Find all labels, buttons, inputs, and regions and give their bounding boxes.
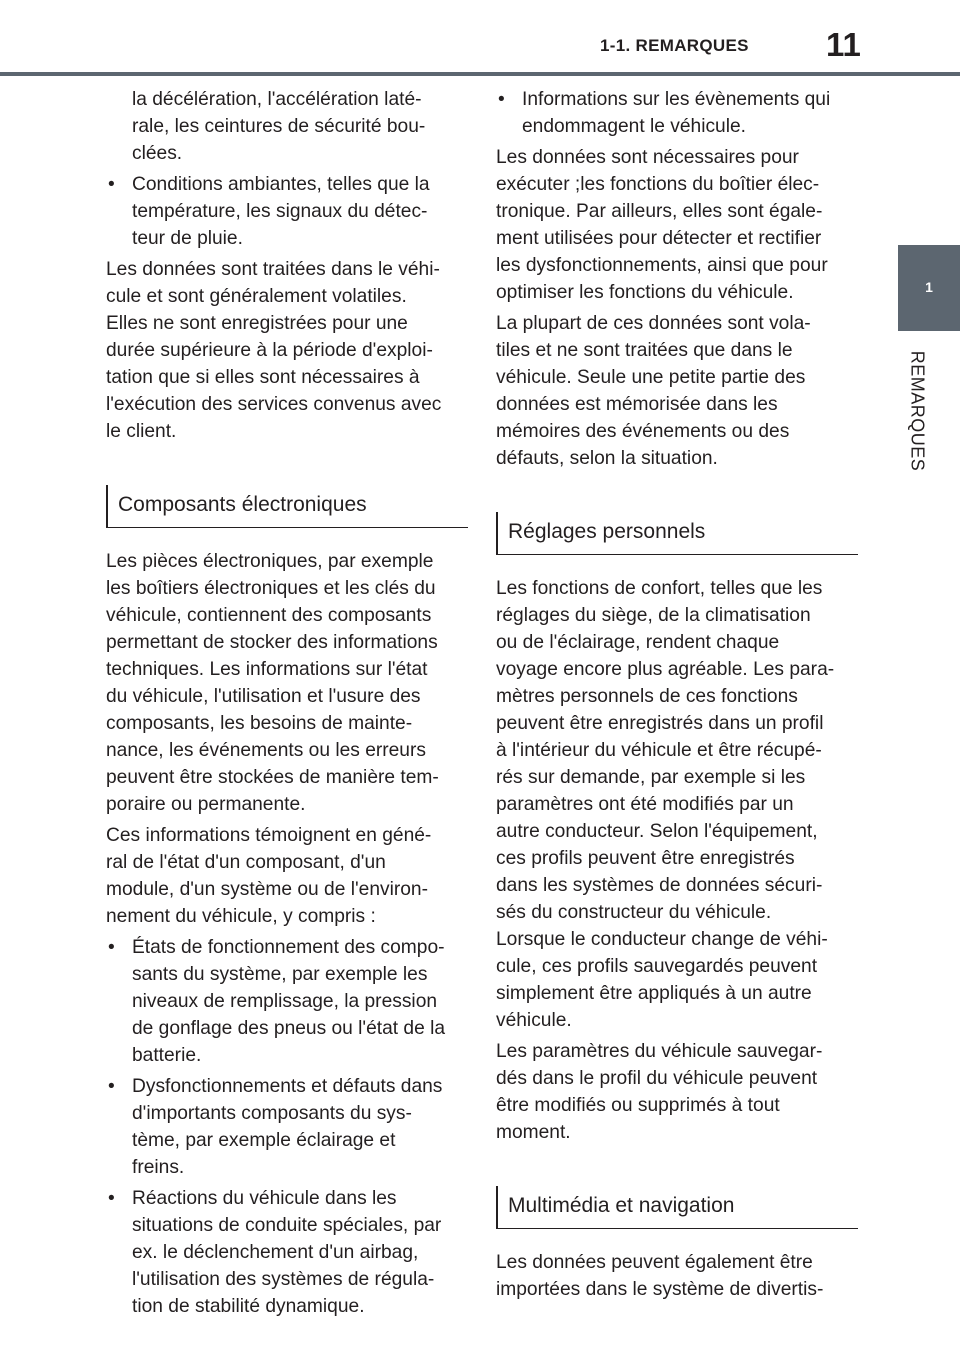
heading-electronic-components: Composants électroniques bbox=[106, 485, 466, 528]
text-line: nement du véhicule, y compris : bbox=[106, 906, 376, 927]
bullet-item-reactions bbox=[106, 1185, 466, 1320]
text-line: peuvent être stockées de manière tem- bbox=[106, 767, 439, 788]
text-line: batterie. bbox=[132, 1045, 202, 1066]
bullet-glyph: • bbox=[108, 937, 115, 958]
heading-personal-settings: Réglages personnels bbox=[496, 512, 856, 555]
text-line: du véhicule, l'utilisation et l'usure des bbox=[106, 686, 421, 707]
text-line: Ces informations témoignent en géné- bbox=[106, 825, 432, 846]
text-line: Les données sont traitées dans le véhi- bbox=[106, 259, 440, 280]
text-line: ex. le déclenchement d'un airbag, bbox=[132, 1242, 419, 1263]
text-line: cule et sont généralement volatiles. bbox=[106, 286, 407, 307]
text-line: nance, les événements ou les erreurs bbox=[106, 740, 426, 761]
text-line: rés sur demande, par exemple si les bbox=[496, 767, 806, 788]
text-line: les boîtiers électroniques et les clés du bbox=[106, 578, 436, 599]
text-line: techniques. Les informations sur l'état bbox=[106, 659, 428, 680]
text-line: sants du système, par exemple les bbox=[132, 964, 428, 985]
text-line: poraire ou permanente. bbox=[106, 794, 306, 815]
paragraph-volatile bbox=[106, 256, 466, 445]
text-line: Elles ne sont enregistrées pour une bbox=[106, 313, 408, 334]
text-line: sés du constructeur du véhicule. bbox=[496, 902, 772, 923]
paragraph-information bbox=[106, 822, 466, 930]
text-line: tronique. Par ailleurs, elles sont égale- bbox=[496, 201, 823, 222]
text-line: Les pièces électroniques, par exemple bbox=[106, 551, 434, 572]
bullet-continuation bbox=[106, 86, 466, 167]
text-line: les dysfonctionnements, ainsi que pour bbox=[496, 255, 828, 276]
paragraph-import bbox=[496, 1249, 856, 1303]
paragraph-electronic-parts bbox=[106, 548, 466, 818]
text-line: d'importants composants du sys- bbox=[132, 1103, 412, 1124]
bullet-glyph: • bbox=[108, 1188, 115, 1209]
text-line: tion de stabilité dynamique. bbox=[132, 1296, 365, 1317]
text-line: température, les signaux du détec- bbox=[132, 201, 428, 222]
text-line: mémoires des événements ou des bbox=[496, 421, 790, 442]
text-line: défauts, selon la situation. bbox=[496, 448, 718, 469]
text-line: Les paramètres du véhicule sauvegar- bbox=[496, 1041, 823, 1062]
text-line: être modifiés ou supprimés à tout bbox=[496, 1095, 780, 1116]
bullet-glyph: • bbox=[108, 1076, 115, 1097]
text-line: États de fonctionnement des compo- bbox=[132, 937, 445, 958]
text-line: Les données peuvent également être bbox=[496, 1252, 813, 1273]
text-line: l'exécution des services convenus avec bbox=[106, 394, 442, 415]
bullet-item-ambient bbox=[106, 171, 466, 252]
text-line: permettant de stocker des informations bbox=[106, 632, 438, 653]
text-line: tème, par exemple éclairage et bbox=[132, 1130, 396, 1151]
paragraph-settings bbox=[496, 1038, 856, 1146]
paragraph-comfort bbox=[496, 575, 856, 1034]
text-line: Réactions du véhicule dans les bbox=[132, 1188, 397, 1209]
text-line: optimiser les fonctions du véhicule. bbox=[496, 282, 794, 303]
text-line: cule, ces profils sauvegardés peuvent bbox=[496, 956, 818, 977]
text-line: durée supérieure à la période d'exploi- bbox=[106, 340, 433, 361]
text-line: dés dans le profil du véhicule peuvent bbox=[496, 1068, 818, 1089]
text-line: à l'intérieur du véhicule et être récupé- bbox=[496, 740, 822, 761]
text-line: Dysfonctionnements et défauts dans bbox=[132, 1076, 443, 1097]
text-line: véhicule, contiennent des composants bbox=[106, 605, 432, 626]
paragraph-required bbox=[496, 144, 856, 306]
bullet-glyph: • bbox=[108, 174, 115, 195]
text-line: Lorsque le conducteur change de véhi- bbox=[496, 929, 828, 950]
section-title: 1-1. REMARQUES bbox=[600, 36, 749, 55]
text-line: autre conducteur. Selon l'équipement, bbox=[496, 821, 818, 842]
chapter-tab[interactable] bbox=[898, 245, 960, 331]
text-line: Les données sont nécessaires pour bbox=[496, 147, 799, 168]
text-line: Informations sur les évènements qui bbox=[522, 89, 831, 110]
text-line: réglages du siège, de la climatisation bbox=[496, 605, 811, 626]
text-line: mètres personnels de ces fonctions bbox=[496, 686, 798, 707]
text-line: niveaux de remplissage, la pression bbox=[132, 991, 438, 1012]
text-line: de gonflage des pneus ou l'état de la bbox=[132, 1018, 446, 1039]
text-line: paramètres ont été modifiés par un bbox=[496, 794, 794, 815]
text-line: données est mémorisée dans les bbox=[496, 394, 778, 415]
bullet-item-malfunctions bbox=[106, 1073, 466, 1181]
text-line: tiles et ne sont traitées que dans le bbox=[496, 340, 793, 361]
text-line: Conditions ambiantes, telles que la bbox=[132, 174, 430, 195]
text-line: clées. bbox=[132, 143, 183, 164]
text-line: module, d'un système ou de l'environ- bbox=[106, 879, 428, 900]
left-column bbox=[106, 86, 466, 1324]
bullet-glyph: • bbox=[498, 89, 505, 110]
text-line: rale, les ceintures de sécurité bou- bbox=[132, 116, 426, 137]
chapter-label: REMARQUES bbox=[907, 350, 928, 472]
text-line: composants, les besoins de mainte- bbox=[106, 713, 413, 734]
chapter-label-vertical bbox=[905, 349, 929, 473]
text-line: La plupart de ces données sont vola- bbox=[496, 313, 811, 334]
page-number: 11 bbox=[826, 26, 861, 63]
text-line: voyage encore plus agréable. Les para- bbox=[496, 659, 835, 680]
text-line: situations de conduite spéciales, par bbox=[132, 1215, 442, 1236]
text-line: importées dans le système de divertis- bbox=[496, 1279, 824, 1300]
text-line: endommagent le véhicule. bbox=[522, 116, 746, 137]
bullet-item-damage bbox=[496, 86, 856, 140]
heading-multimedia-navigation: Multimédia et navigation bbox=[496, 1186, 856, 1229]
text-line: ces profils peuvent être enregistrés bbox=[496, 848, 795, 869]
text-line: véhicule. bbox=[496, 1010, 572, 1031]
text-line: le client. bbox=[106, 421, 177, 442]
text-line: l'utilisation des systèmes de régula- bbox=[132, 1269, 435, 1290]
chapter-number: 1 bbox=[925, 279, 933, 295]
text-line: peuvent être enregistrés dans un profil bbox=[496, 713, 824, 734]
text-line: Les fonctions de confort, telles que les bbox=[496, 578, 823, 599]
text-line: ral de l'état d'un composant, d'un bbox=[106, 852, 386, 873]
text-line: teur de pluie. bbox=[132, 228, 243, 249]
text-line: moment. bbox=[496, 1122, 571, 1143]
text-line: freins. bbox=[132, 1157, 185, 1178]
text-line: véhicule. Seule une petite partie des bbox=[496, 367, 806, 388]
bullet-item-states bbox=[106, 934, 466, 1069]
right-column bbox=[496, 86, 856, 1307]
text-line: la décélération, l'accélération laté- bbox=[132, 89, 422, 110]
header-divider bbox=[0, 72, 960, 76]
paragraph-most-data bbox=[496, 310, 856, 472]
text-line: exécuter ;les fonctions du boîtier élec- bbox=[496, 174, 820, 195]
text-line: ou de l'éclairage, rendent chaque bbox=[496, 632, 780, 653]
text-line: tation que si elles sont nécessaires à bbox=[106, 367, 420, 388]
text-line: simplement être appliqués à un autre bbox=[496, 983, 812, 1004]
text-line: ment utilisées pour détecter et rectifier bbox=[496, 228, 822, 249]
text-line: dans les systèmes de données sécuri- bbox=[496, 875, 823, 896]
